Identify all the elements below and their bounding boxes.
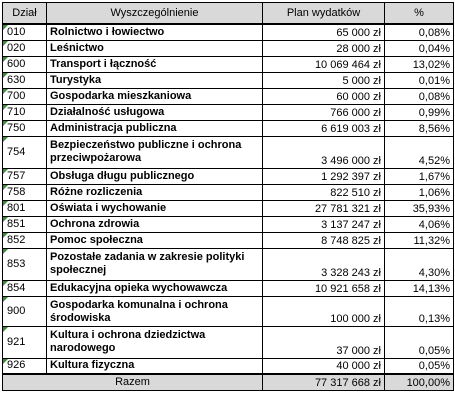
row-amount: 822 510 zł (263, 184, 385, 200)
row-amount: 8 748 825 zł (263, 232, 385, 248)
row-amount: 766 000 zł (263, 104, 385, 120)
row-code-text: 020 (7, 41, 26, 54)
table-footer (3, 374, 454, 391)
cell-marker-icon (3, 137, 8, 142)
row-pct: 13,02% (385, 56, 454, 72)
cell-marker-icon (3, 41, 8, 46)
row-code (3, 232, 47, 248)
row-code (3, 40, 47, 56)
row-code (3, 216, 47, 232)
cell-marker-icon (3, 281, 8, 286)
row-pct: 0,08% (385, 24, 454, 40)
row-pct: 11,32% (385, 232, 454, 248)
row-name: Różne rozliczenia (47, 184, 263, 200)
row-code-text: 854 (7, 281, 26, 294)
row-code-text: 757 (7, 169, 26, 182)
row-amount: 40 000 zł (263, 358, 385, 374)
row-amount: 3 496 000 zł (263, 136, 385, 168)
table-body (3, 24, 454, 374)
table-row (3, 120, 454, 136)
header-dzial: Dział (3, 3, 47, 25)
row-pct: 0,05% (385, 358, 454, 374)
row-code (3, 120, 47, 136)
table-row (3, 24, 454, 40)
table-row (3, 280, 454, 296)
row-pct: 0,99% (385, 104, 454, 120)
cell-marker-icon (3, 25, 8, 30)
row-name: Ochrona zdrowia (47, 216, 263, 232)
row-code-text: 921 (7, 335, 26, 348)
cell-marker-icon (3, 217, 8, 222)
table-row (3, 200, 454, 216)
row-pct: 0,13% (385, 296, 454, 326)
row-pct: 0,08% (385, 88, 454, 104)
row-amount: 3 137 247 zł (263, 216, 385, 232)
row-name: Kultura fizyczna (47, 358, 263, 374)
row-pct: 1,67% (385, 168, 454, 184)
row-code-text: 010 (7, 25, 26, 38)
row-amount: 60 000 zł (263, 88, 385, 104)
row-name: Turystyka (47, 72, 263, 88)
row-code (3, 168, 47, 184)
cell-marker-icon (3, 249, 8, 254)
row-code-text: 851 (7, 217, 26, 230)
row-amount: 10 921 658 zł (263, 280, 385, 296)
header-plan: Plan wydatków (263, 3, 385, 25)
total-amount: 77 317 668 zł (263, 374, 385, 391)
table-row (3, 40, 454, 56)
total-label: Razem (3, 374, 263, 391)
row-name: Rolnictwo i łowiectwo (47, 24, 263, 40)
row-amount: 27 781 321 zł (263, 200, 385, 216)
table-row (3, 216, 454, 232)
row-code (3, 104, 47, 120)
table-row (3, 56, 454, 72)
row-pct: 4,06% (385, 216, 454, 232)
row-code (3, 326, 47, 358)
table-row (3, 184, 454, 200)
row-pct: 0,05% (385, 326, 454, 358)
row-code-text: 852 (7, 233, 26, 246)
header-name: Wyszczególnienie (47, 3, 263, 25)
cell-marker-icon (3, 121, 8, 126)
cell-marker-icon (3, 185, 8, 190)
row-code (3, 280, 47, 296)
cell-marker-icon (3, 233, 8, 238)
row-pct: 8,56% (385, 120, 454, 136)
row-code-text: 630 (7, 73, 26, 86)
row-code (3, 184, 47, 200)
row-pct: 35,93% (385, 200, 454, 216)
table-row (3, 104, 454, 120)
row-amount: 5 000 zł (263, 72, 385, 88)
row-name: Administracja publiczna (47, 120, 263, 136)
row-amount: 10 069 464 zł (263, 56, 385, 72)
row-code-text: 754 (7, 145, 26, 158)
table-row (3, 72, 454, 88)
row-code (3, 56, 47, 72)
cell-marker-icon (3, 201, 8, 206)
row-code-text: 700 (7, 89, 26, 102)
row-code (3, 88, 47, 104)
row-code-text: 600 (7, 57, 26, 70)
row-name: Obsługa długu publicznego (47, 168, 263, 184)
total-pct: 100,00% (385, 374, 454, 391)
row-code (3, 24, 47, 40)
row-pct: 1,06% (385, 184, 454, 200)
cell-marker-icon (3, 327, 8, 332)
cell-marker-icon (3, 73, 8, 78)
row-amount: 3 328 243 zł (263, 248, 385, 280)
row-code (3, 248, 47, 280)
row-code-text: 900 (7, 304, 26, 317)
table-row (3, 136, 454, 168)
row-code-text: 853 (7, 257, 26, 270)
row-pct: 4,30% (385, 248, 454, 280)
row-code (3, 72, 47, 88)
row-amount: 100 000 zł (263, 296, 385, 326)
row-pct: 14,13% (385, 280, 454, 296)
row-amount: 1 292 397 zł (263, 168, 385, 184)
row-name: Edukacyjna opieka wychowawcza (47, 280, 263, 296)
row-code (3, 200, 47, 216)
cell-marker-icon (3, 89, 8, 94)
row-name: Działalność usługowa (47, 104, 263, 120)
row-amount: 37 000 zł (263, 326, 385, 358)
row-name: Pomoc społeczna (47, 232, 263, 248)
table-row (3, 296, 454, 326)
row-name: Kultura i ochrona dziedzictwa narodowego (47, 326, 263, 358)
row-amount: 28 000 zł (263, 40, 385, 56)
row-pct: 4,52% (385, 136, 454, 168)
row-code-text: 710 (7, 105, 26, 118)
row-code (3, 358, 47, 374)
table-row (3, 168, 454, 184)
row-code-text: 758 (7, 185, 26, 198)
table-header (3, 3, 454, 25)
row-name: Leśnictwo (47, 40, 263, 56)
row-name: Gospodarka mieszkaniowa (47, 88, 263, 104)
row-code-text: 750 (7, 121, 26, 134)
cell-marker-icon (3, 169, 8, 174)
header-pct: % (385, 3, 454, 25)
budget-table (2, 2, 454, 391)
cell-marker-icon (3, 57, 8, 62)
row-amount: 6 619 003 zł (263, 120, 385, 136)
row-code (3, 296, 47, 326)
row-name: Bezpieczeństwo publiczne i ochrona przeciwpożarowa (47, 136, 263, 168)
row-name: Gospodarka komunalna i ochrona środowiska (47, 296, 263, 326)
cell-marker-icon (3, 105, 8, 110)
row-amount: 65 000 zł (263, 24, 385, 40)
row-name: Transport i łączność (47, 56, 263, 72)
table-row (3, 326, 454, 358)
cell-marker-icon (3, 359, 8, 364)
row-pct: 0,04% (385, 40, 454, 56)
row-name: Pozostałe zadania w zakresie polityki społecznej (47, 248, 263, 280)
table-row (3, 248, 454, 280)
table-row (3, 358, 454, 374)
row-code-text: 926 (7, 359, 26, 372)
row-pct: 0,01% (385, 72, 454, 88)
table-row (3, 232, 454, 248)
table-row (3, 88, 454, 104)
cell-marker-icon (3, 297, 8, 302)
row-code-text: 801 (7, 201, 26, 214)
row-name: Oświata i wychowanie (47, 200, 263, 216)
row-code (3, 136, 47, 168)
